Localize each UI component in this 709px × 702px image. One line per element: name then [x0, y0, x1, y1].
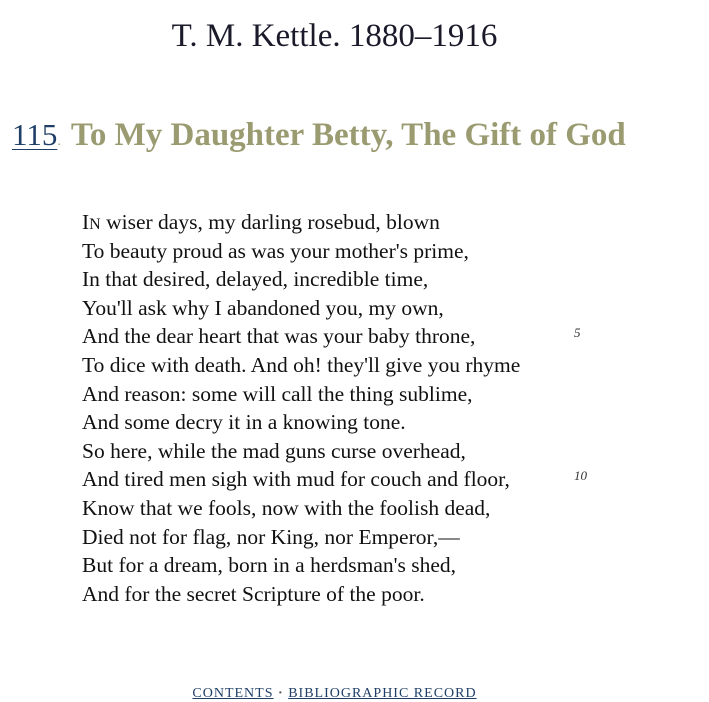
poem-line: [82, 208, 602, 237]
poem-line: [82, 523, 602, 552]
poem-line: [82, 351, 602, 380]
line-number: 5: [574, 325, 581, 341]
poem-line: [82, 380, 602, 409]
poem-number-dot: .: [57, 134, 61, 149]
contents-link[interactable]: CONTENTS: [192, 686, 274, 701]
poem-line: [82, 294, 602, 323]
poem-heading: [12, 114, 626, 163]
poem-line: [82, 322, 602, 351]
poem-number-link[interactable]: 115: [12, 117, 58, 152]
poem-line-text: And for the secret Scripture of the poor.: [82, 581, 425, 606]
poem-line-text: wiser days, my darling rosebud, blown: [100, 210, 440, 234]
author-heading: T. M. Kettle. 1880–1916: [171, 18, 498, 54]
poem-line-text: Died not for flag, nor King, nor Emperor,—: [82, 524, 460, 549]
poem-line: [82, 551, 602, 580]
poem-line-text: And reason: some will call the thing sublime,: [82, 381, 473, 406]
dropcap-letter: I: [82, 210, 90, 234]
poem-line: [82, 580, 602, 609]
line-number: 10: [574, 468, 587, 484]
bibliographic-record-link[interactable]: BIBLIOGRAPHIC RECORD: [288, 686, 477, 701]
footer-separator: ·: [278, 686, 284, 701]
poem-line-text: And some decry it in a knowing tone.: [82, 410, 406, 435]
poem-line-text: And tired men sigh with mud for couch and floor,: [82, 467, 510, 492]
poem-line-text: To dice with death. And oh! they'll give you rhyme: [82, 352, 521, 377]
poem-line: [82, 437, 602, 466]
poem-line: [82, 465, 602, 494]
poem-line-text: To beauty proud as was your mother's prime,: [82, 238, 469, 263]
footer-nav: [0, 686, 669, 702]
poem-title: To My Daughter Betty, The Gift of God: [70, 117, 626, 153]
poem-body: [82, 208, 602, 608]
poem-line-text: So here, while the mad guns curse overhead,: [82, 438, 466, 463]
poem-line-text: Know that we fools, now with the foolish dead,: [82, 495, 491, 520]
poem-line-text: You'll ask why I abandoned you, my own,: [82, 295, 444, 320]
poem-line-text: But for a dream, born in a herdsman's shed,: [82, 553, 457, 578]
poem-line: [82, 494, 602, 523]
smallcap-letter: N: [89, 216, 101, 233]
poem-line-text: In that desired, delayed, incredible time,: [82, 267, 429, 292]
poem-line: [82, 237, 602, 266]
poem-line: [82, 265, 602, 294]
poem-line: [82, 408, 602, 437]
poem-line-text: And the dear heart that was your baby throne,: [82, 324, 476, 349]
